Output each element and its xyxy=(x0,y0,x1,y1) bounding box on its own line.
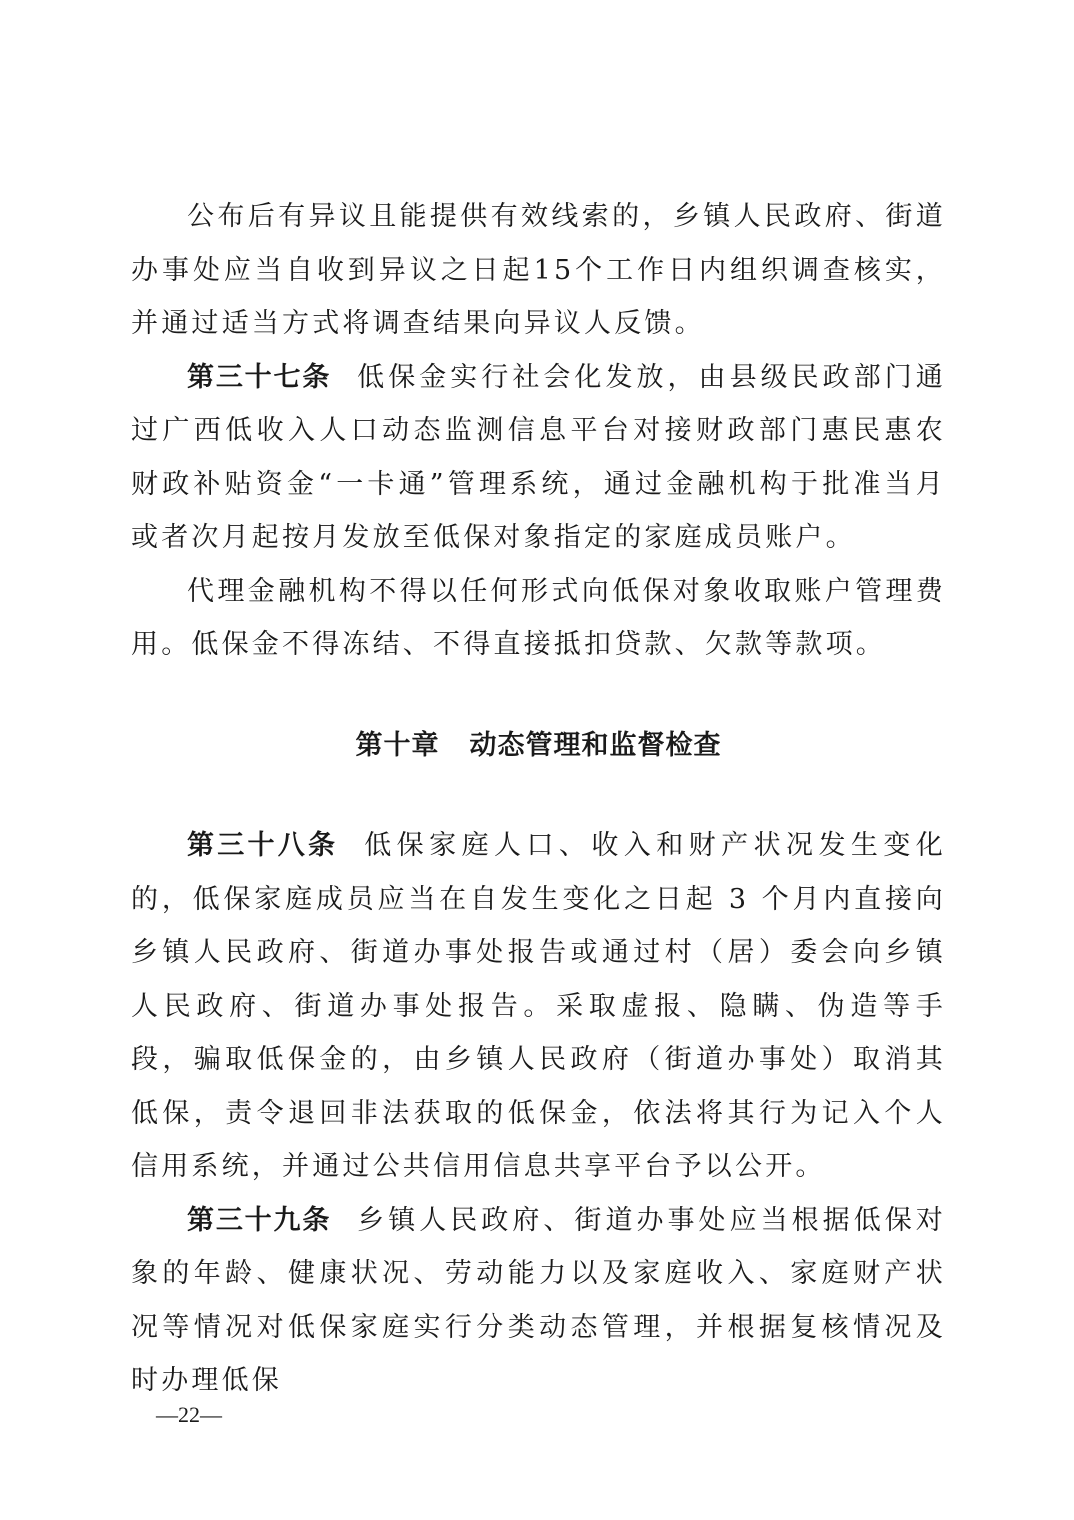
article-heading: 第三十九条 xyxy=(187,1204,332,1236)
article-heading: 第三十八条 xyxy=(187,830,339,861)
page-number: —22— xyxy=(156,1402,222,1427)
paragraph-text: 乡镇人民政府、街道办事处应当根据低保对象的年龄、健康状况、劳动能力以及家庭收入、家庭财产状况等情况对低保家庭实行分类动态管理，并根据复核情况及时办理低保 xyxy=(131,1204,946,1396)
paragraph-bank-fees xyxy=(131,565,946,672)
article-39 xyxy=(131,1194,946,1408)
article-37 xyxy=(131,351,946,565)
chapter-number: 第十章 xyxy=(355,729,440,761)
spacer xyxy=(131,772,946,819)
article-38 xyxy=(131,819,946,1194)
paragraph-text: 低保金实行社会化发放，由县级民政部门通过广西低收入人口动态监测信息平台对接财政部门惠民惠农财政补贴资金“一卡通”管理系统，通过金融机构于批准当月或者次月起按月发放至低保对象指定的家庭成员账户。 xyxy=(131,361,946,553)
chapter-heading xyxy=(131,719,946,773)
document-page xyxy=(131,190,946,1408)
spacer xyxy=(131,672,946,719)
paragraph-text: 低保家庭人口、收入和财产状况发生变化的，低保家庭成员应当在自发生变化之日起 3 个月内直接向乡镇人民政府、街道办事处报告或通过村（居）委会向乡镇人民政府、街道办事处报告。采取虚报、隐瞒、伪造等手段，骗取低保金的，由乡镇人民政府（街道办事处）取消其低保，责令退回非法获取的低保金，依法将其行为记入个人信用系统，并通过公共信用信息共享平台予以公开。 xyxy=(131,830,946,1182)
paragraph-text: 公布后有异议且能提供有效线索的，乡镇人民政府、街道办事处应当自收到异议之日起15个工作日内组织调查核实，并通过适当方式将调查结果向异议人反馈。 xyxy=(131,201,946,339)
paragraph-objection xyxy=(131,190,946,351)
paragraph-text: 代理金融机构不得以任何形式向低保对象收取账户管理费用。低保金不得冻结、不得直接抵扣贷款、欠款等款项。 xyxy=(131,575,946,660)
article-heading: 第三十七条 xyxy=(187,361,332,393)
chapter-title: 动态管理和监督检查 xyxy=(469,729,722,761)
